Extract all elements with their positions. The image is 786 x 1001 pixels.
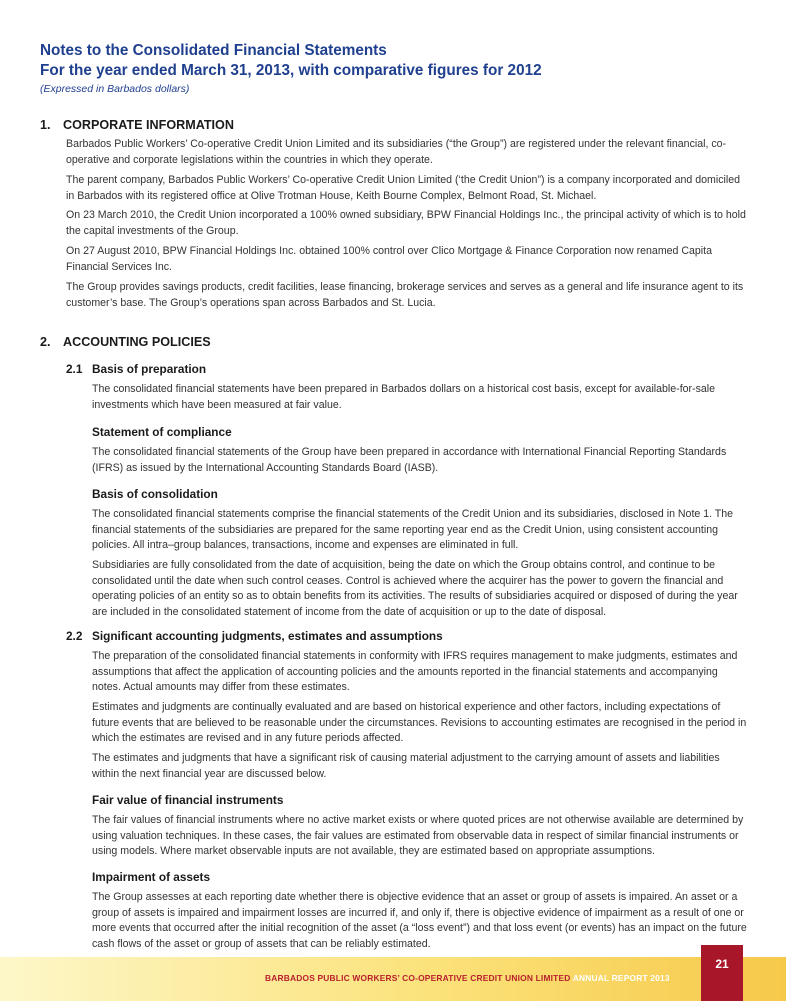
fair-value-heading: Fair value of financial instruments: [92, 793, 284, 807]
subsection-2-2-heading: [66, 629, 443, 643]
paragraph: The consolidated financial statements comprise the financial statements of the Credit Union and its subsidiaries, disclosed in Note 1. The financial statements of the subsidiaries are prepared for the same reporting year end as the Credit Union, using consistent accounting policies. All intra–group balances, transactions, income and expenses are eliminated in full.: [92, 508, 734, 552]
footer-caption: [265, 973, 670, 983]
section-1-heading: [40, 118, 234, 132]
paragraph: The parent company, Barbados Public Workers’ Co-operative Credit Union Limited (‘the Credit Union”) is a company incorporated and domiciled in Barbados with its registered office at Olive Trotman House, Keith Bourne Complex, Belmont Road, St. Michael.: [66, 174, 741, 202]
paragraph: Estimates and judgments are continually evaluated and are based on historical experience and other factors, including expectations of future events that are believed to be reasonable under the circumstances. Revisions to accounting estimates are recognised in the period in which the estimates are revised and in any future periods affected.: [92, 701, 747, 745]
subsection-title: Basis of preparation: [92, 362, 207, 376]
section-title: CORPORATE INFORMATION: [63, 118, 234, 132]
paragraph: The consolidated financial statements have been prepared in Barbados dollars on a historical cost basis, except for available-for-sale investments which have been measured at fair value.: [92, 383, 716, 411]
subsection-number: 2.1: [66, 362, 83, 376]
page-title-line2: For the year ended March 31, 2013, with comparative figures for 2012: [40, 62, 542, 79]
footer-report-label: ANNUAL REPORT 2013: [572, 973, 670, 983]
paragraph: The Group provides savings products, credit facilities, lease financing, brokerage services and serves as a general and life insurance agent to its customer’s base. The Group’s operations span across Barbados and St. Lucia.: [66, 281, 744, 309]
paragraph: The fair values of financial instruments where no active market exists or where quoted prices are not otherwise available are determined by using valuation techniques. In these cases, the fair values are estimated from observable data in respect of similar financial instruments or using models. Where market observable inputs are not available, they are estimated based on appropriate assumptions.: [92, 814, 744, 858]
page-number-box: [701, 945, 743, 1001]
subsection-title: Significant accounting judgments, estimates and assumptions: [92, 629, 443, 643]
page-number: 21: [715, 957, 729, 971]
paragraph: The consolidated financial statements of the Group have been prepared in accordance with International Financial Reporting Standards (IFRS) as issued by the International Accounting Standards Board (IASB).: [92, 446, 727, 474]
section-2-heading: [40, 335, 211, 349]
paragraph: The estimates and judgments that have a significant risk of causing material adjustment to the carrying amount of assets and liabilities within the next financial year are discussed below.: [92, 752, 720, 780]
section-title: ACCOUNTING POLICIES: [63, 335, 211, 349]
statement-of-compliance-heading: Statement of compliance: [92, 425, 232, 439]
impairment-heading: Impairment of assets: [92, 870, 211, 884]
footer-organization: BARBADOS PUBLIC WORKERS’ CO-OPERATIVE CREDIT UNION LIMITED: [265, 973, 571, 983]
paragraph: The Group assesses at each reporting date whether there is objective evidence that an asset or group of assets is impaired. An asset or a group of assets is impaired and impairment losses are incurred if, and only if, there is objective evidence of impairment as a result of one or more events that occurred after the initial recognition of the asset (a “loss event”) and that loss event (or events) has an impact on the future cash flows of the asset or group of assets that can be reliably estimated.: [92, 891, 747, 950]
paragraph: Subsidiaries are fully consolidated from the date of acquisition, being the date on which the Group obtains control, and continue to be consolidated until the date when such control ceases. Control is achieved where the acquirer has the power to govern the financial and operating policies of an entity so as to obtain benefits from its activities. The results of subsidiaries acquired or disposed of during the year are included in the consolidated statement of income from the date of acquisition or up to the date of disposal.: [92, 559, 738, 618]
subsection-2-1-heading: [66, 362, 206, 376]
paragraph: On 27 August 2010, BPW Financial Holdings Inc. obtained 100% control over Clico Mortgage & Finance Corporation now renamed Capita Financial Services Inc.: [66, 245, 712, 273]
section-number: 2.: [40, 335, 51, 349]
paragraph: On 23 March 2010, the Credit Union incorporated a 100% owned subsidiary, BPW Financial Holdings Inc., the principal activity of which is to hold the capital investments of the Group.: [66, 209, 746, 237]
page-subtitle: (Expressed in Barbados dollars): [40, 83, 190, 95]
basis-of-consolidation-heading: Basis of consolidation: [92, 487, 218, 501]
subsection-number: 2.2: [66, 629, 83, 643]
paragraph: The preparation of the consolidated financial statements in conformity with IFRS requires management to make judgments, estimates and assumptions that affect the application of accounting policies and the amounts reported in the financial statements and accompanying notes. Actual amounts may differ from these estimates.: [92, 650, 738, 694]
page-title-line1: Notes to the Consolidated Financial Statements: [40, 42, 387, 59]
paragraph: Barbados Public Workers’ Co-operative Credit Union Limited and its subsidiaries (“the Group”) are registered under the relevant financial, co-operative and corporate legislations within the countries in which they operate.: [66, 138, 727, 166]
section-number: 1.: [40, 118, 51, 132]
